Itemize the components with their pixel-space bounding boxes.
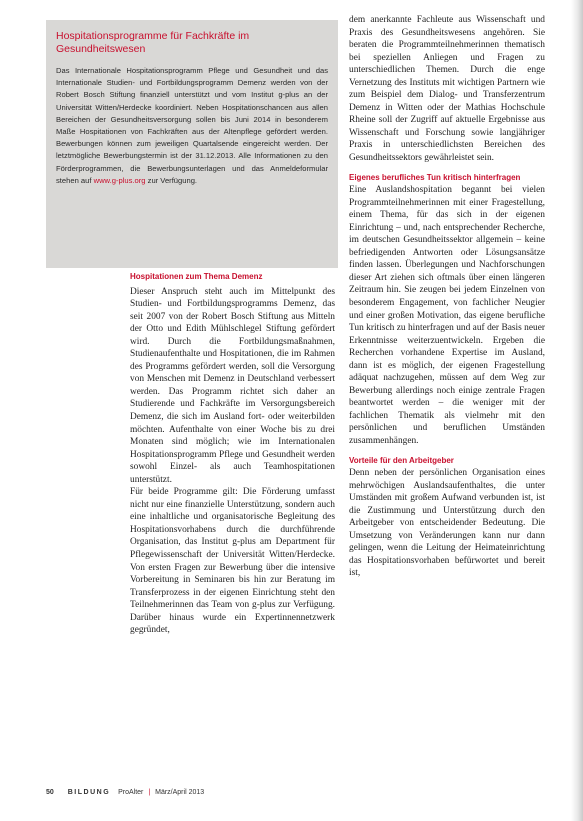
page-footer (46, 789, 346, 796)
heading-arbeitgeber: Vorteile für den Arbeitgeber (349, 455, 454, 465)
info-box-text: Das Internationale Hospitationsprogramm Pflege und Gesundheit und das Internationale Studien- und Fortbildungsprogramm Demenz werden von der Robert Bosch Stiftung finanziell unterstützt und vom Institut g-plus an der Universität Witten/Herdecke koordiniert. Neben Hospitationschancen aus allen Bereichen der Gesundheitsversorgung sollen bis Juni 2014 in besonderem Maße Hospitationen von Fachkräften aus der Altenpflege gefördert werden. Bewerbungen können zum jeweiligen Quartalsende eingereicht werden. Der letztmögliche Bewerbungstermin ist der 31.12.2013. Alle Informationen zu den Förderprogrammen, die Bewerbungsunterlagen und das Anmeldeformular stehen auf (56, 66, 328, 185)
page-number: 50 (46, 789, 54, 796)
page-edge-shadow (571, 0, 583, 821)
left-column (130, 272, 335, 637)
info-box-text-end: zur Verfügung. (147, 175, 198, 185)
issue-date: März/April 2013 (155, 789, 205, 796)
info-box (46, 20, 338, 268)
heading-berufliches-tun: Eigenes berufliches Tun kritisch hinterfragen (349, 172, 521, 182)
info-box-title: Hospitationsprogramme für Fachkräfte im Gesundheitswesen (56, 30, 250, 55)
g-plus-link[interactable]: www.g-plus.org (93, 175, 146, 185)
paragraph: Denn neben der persönlichen Organisation eines mehrwöchigen Auslandsaufenthaltes, die unter Umständen mit großem Aufwand verbunden ist, ist die Zustimmung und Unterstützung durch den Arbeitgeber von entscheidender Bedeutung. Die Umsetzung von Veränderungen kann nur dann gelingen, wenn die Leitung der Heimateinrichtung das Hospitationsvorhaben befürwortet und bereit ist, (349, 468, 545, 579)
section-name: BILDUNG (67, 789, 111, 796)
paragraph: dem anerkannte Fachleute aus Wissenschaft und Praxis des Gesundheitswesens angehören. Sie beraten die Programmteilnehmerinnen thematisch bei speziellen Anliegen und Fragen zu unterschiedlichen Themen. Durch die enge Vernetzung des Instituts mit wichtigen Partnern wie zum Beispiel dem Dialog- und Transferzentrum Demenz in Witten oder der Mathias Hochschule Rheine soll der Zugriff auf aktuelle Ergebnisse aus Wissenschaft und Forschung sowie langjähriger Praxis in unterschiedlichsten Bereichen des Gesundheitssektors gewährleistet sein. (349, 15, 545, 164)
paragraph: Eine Auslandshospitation begannt bei vielen Programmteilnehmerinnen mit einer Fragestellung, einem Thema, für das sich in der eigenen Einrichtung – und, nach entsprechender Recherche, im deutschen Gesundheitssektor allgemein – keine befriedigenden Antworten oder Lösungsansätze finden lassen. Überlegungen und Nachforschungen dieser Art ziehen sich oftmals über einen längeren Zeitraum hin. Sie zeugen bei jedem Einzelnen von besonderem Engagement, von fachlicher Neugier und einer großen Motivation, das eigene berufliche Tun kritisch zu hinterfragen und auf der Basis neuer Erkenntnisse weiterzuentwickeln. Ergeben die Recherchen vorhandene Expertise im Ausland, dann ist es möglich, der eigenen Fragestellung adäquat nachzugehen, müssen auf dem Weg zur Bewerbung allerdings noch einige zentrale Fragen beantwortet werden – die weniger mit der fachlichen Thematik als vielmehr mit den persönlichen und beruflichen Umständen zusammenhängen. (349, 185, 545, 446)
paragraph: Für beide Programme gilt: Die Förderung umfasst nicht nur eine finanzielle Unterstützung, sondern auch eine inhaltliche und organisatorische Begleitung des Hospitationsvorhabens durch die durchführende Organisation, das Institut g-plus am Department für Pflegewissenschaft der Universität Witten/Herdecke. Von ersten Fragen zur Bewerbung über die intensive Vorbereitung in Seminaren bis hin zur Beratung im Transferprozess in der eigenen Einrichtung steht den Teilnehmerinnen das Team von g-plus zur Verfügung. Darüber hinaus wurde ein Expertinnennetzwerk gegründet, (130, 487, 335, 636)
footer-separator: | (148, 789, 151, 796)
right-column (349, 14, 545, 580)
heading-demenz: Hospitationen zum Thema Demenz (130, 272, 263, 281)
magazine-name: ProAlter (118, 789, 144, 796)
info-box-body (56, 65, 328, 187)
paragraph: Dieser Anspruch steht auch im Mittelpunkt des Studien- und Fortbildungsprogramms Demenz, das seit 2007 von der Robert Bosch Stiftung aus Mitteln der Otto und Edith Mühlschlegel Stiftung gefördert wird. Durch die Fortbildungsmaßnahmen, Studienaufenthalte und Hospitationen, die im Rahmen des Programms gefördert werden, soll die Versorgung von Menschen mit Demenz in Deutschland verbessert werden. Das Programm richtet sich daher an Studierende und Fachkräfte im Versorgungsbereich Demenz, die sich im Ausland fort- oder weiterbilden möchten. Aufenthalte von einer Woche bis zu drei Monaten sind möglich; wie im Internationalen Hospitationsprogramm Pflege und Gesundheit werden sowohl Einzel- als auch Teamhospitationen unterstützt. (130, 286, 335, 485)
